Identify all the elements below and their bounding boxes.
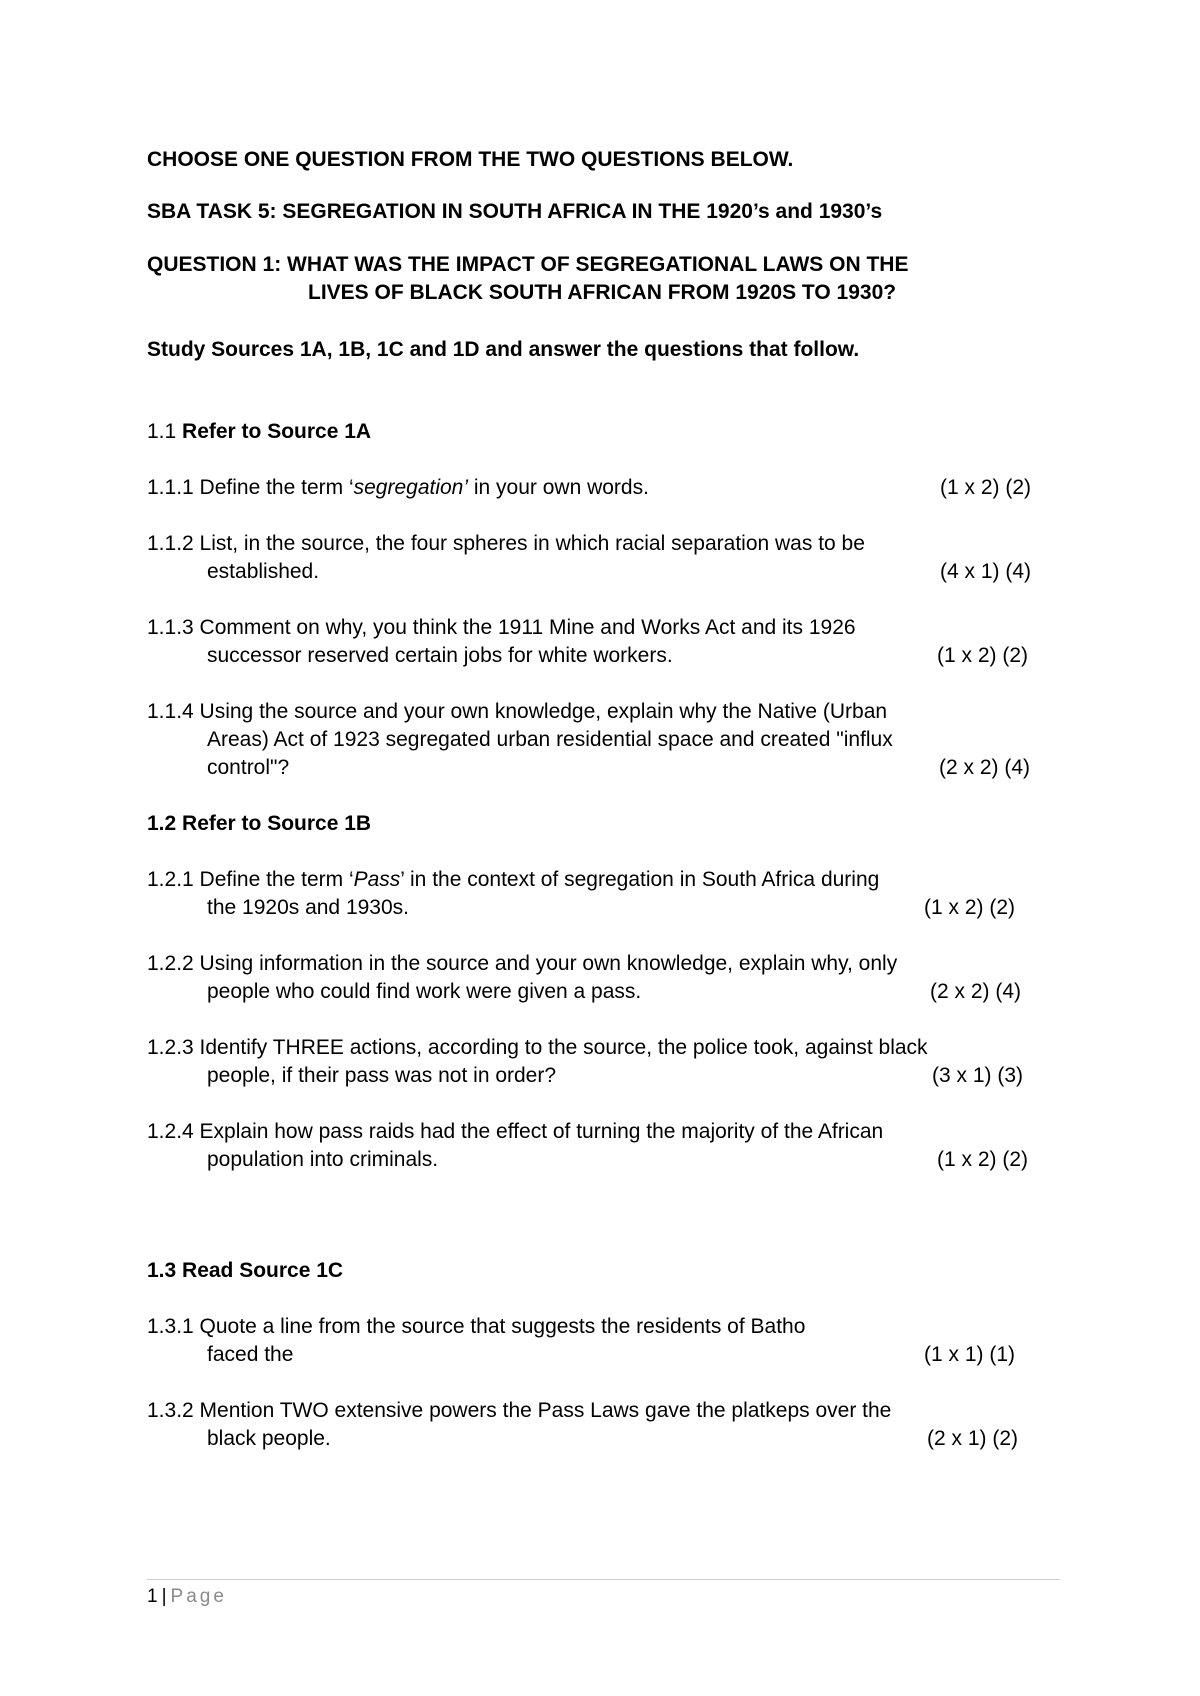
question-1-1-3-line2: successor reserved certain jobs for white workers. bbox=[207, 644, 673, 667]
section-1-1-heading bbox=[147, 418, 371, 446]
question-1-3-1-line1: 1.3.1 Quote a line from the source that suggests the residents of Batho bbox=[147, 1315, 806, 1338]
section-1-3-heading: 1.3 Read Source 1C bbox=[147, 1259, 344, 1282]
question-1-2-3-line1: 1.2.3 Identify THREE actions, according to the source, the police took, against black bbox=[147, 1036, 928, 1059]
question-title-line1: QUESTION 1: WHAT WAS THE IMPACT OF SEGREGATIONAL LAWS ON THE bbox=[147, 253, 909, 276]
question-1-1-4-line3: control"? bbox=[207, 756, 290, 779]
question-1-2-2-line2: people who could find work were given a pass. bbox=[207, 980, 642, 1003]
question-1-3-2-line1: 1.3.2 Mention TWO extensive powers the Pass Laws gave the platkeps over the bbox=[147, 1399, 892, 1422]
question-1-1-2-line2: established. bbox=[207, 560, 320, 583]
question-text: 1.1.1 Define the term ‘ bbox=[147, 476, 354, 499]
question-1-1-3-line1: 1.1.3 Comment on why, you think the 1911 Mine and Works Act and its 1926 bbox=[147, 616, 856, 639]
question-1-3-2-line2: black people. bbox=[207, 1427, 331, 1450]
question-1-1-2-line1: 1.1.2 List, in the source, the four spheres in which racial separation was to be bbox=[147, 532, 865, 555]
marks-1-3-1: (1 x 1) (1) bbox=[924, 1343, 1016, 1366]
question-text: in your own words. bbox=[468, 476, 649, 499]
question-1-2-4-line1: 1.2.4 Explain how pass raids had the effect of turning the majority of the African bbox=[147, 1120, 884, 1143]
question-1-2-2-line1: 1.2.2 Using information in the source and your own knowledge, explain why, only bbox=[147, 952, 898, 975]
question-text: ’ in the context of segregation in South Africa during bbox=[400, 868, 880, 891]
question-title-line2: LIVES OF BLACK SOUTH AFRICAN FROM 1920S TO 1930? bbox=[308, 281, 897, 304]
question-1-2-1-line1 bbox=[147, 866, 879, 894]
question-1-1-4-line1: 1.1.4 Using the source and your own knowledge, explain why the Native (Urban bbox=[147, 700, 888, 723]
marks-1-2-2: (2 x 2) (4) bbox=[930, 980, 1022, 1003]
page-number: 1 bbox=[147, 1586, 158, 1607]
marks-1-1-4: (2 x 2) (4) bbox=[939, 756, 1031, 779]
question-1-3-1-line2: faced the bbox=[207, 1343, 294, 1366]
choose-instruction: CHOOSE ONE QUESTION FROM THE TWO QUESTIONS BELOW. bbox=[147, 148, 794, 171]
marks-1-3-2: (2 x 1) (2) bbox=[927, 1427, 1019, 1450]
question-1-1-1 bbox=[147, 474, 649, 502]
section-title: Refer to Source 1A bbox=[182, 420, 372, 443]
question-1-2-4-line2: population into criminals. bbox=[207, 1148, 439, 1171]
italic-term: Pass bbox=[353, 868, 401, 891]
task-title: SBA TASK 5: SEGREGATION IN SOUTH AFRICA IN THE 1920’s and 1930’s bbox=[147, 200, 883, 223]
study-instruction: Study Sources 1A, 1B, 1C and 1D and answer the questions that follow. bbox=[147, 338, 860, 361]
section-1-2-heading: 1.2 Refer to Source 1B bbox=[147, 812, 372, 835]
footer-divider bbox=[147, 1579, 1060, 1580]
question-1-1-4-line2: Areas) Act of 1923 segregated urban residential space and created "influx bbox=[207, 728, 893, 751]
marks-1-1-3: (1 x 2) (2) bbox=[937, 644, 1029, 667]
marks-1-2-1: (1 x 2) (2) bbox=[924, 896, 1016, 919]
marks-1-1-2: (4 x 1) (4) bbox=[940, 560, 1032, 583]
marks-1-1-1: (1 x 2) (2) bbox=[940, 476, 1032, 499]
marks-1-2-3: (3 x 1) (3) bbox=[932, 1064, 1024, 1087]
question-text: 1.2.1 Define the term ‘ bbox=[147, 868, 354, 891]
page-footer bbox=[147, 1583, 227, 1611]
question-1-2-3-line2: people, if their pass was not in order? bbox=[207, 1064, 557, 1087]
marks-1-2-4: (1 x 2) (2) bbox=[937, 1148, 1029, 1171]
question-1-2-1-line2: the 1920s and 1930s. bbox=[207, 896, 410, 919]
section-number: 1.1 bbox=[147, 420, 183, 443]
italic-term: segregation’ bbox=[353, 476, 469, 499]
footer-separator: | bbox=[161, 1586, 167, 1607]
page-label: Page bbox=[170, 1586, 227, 1607]
